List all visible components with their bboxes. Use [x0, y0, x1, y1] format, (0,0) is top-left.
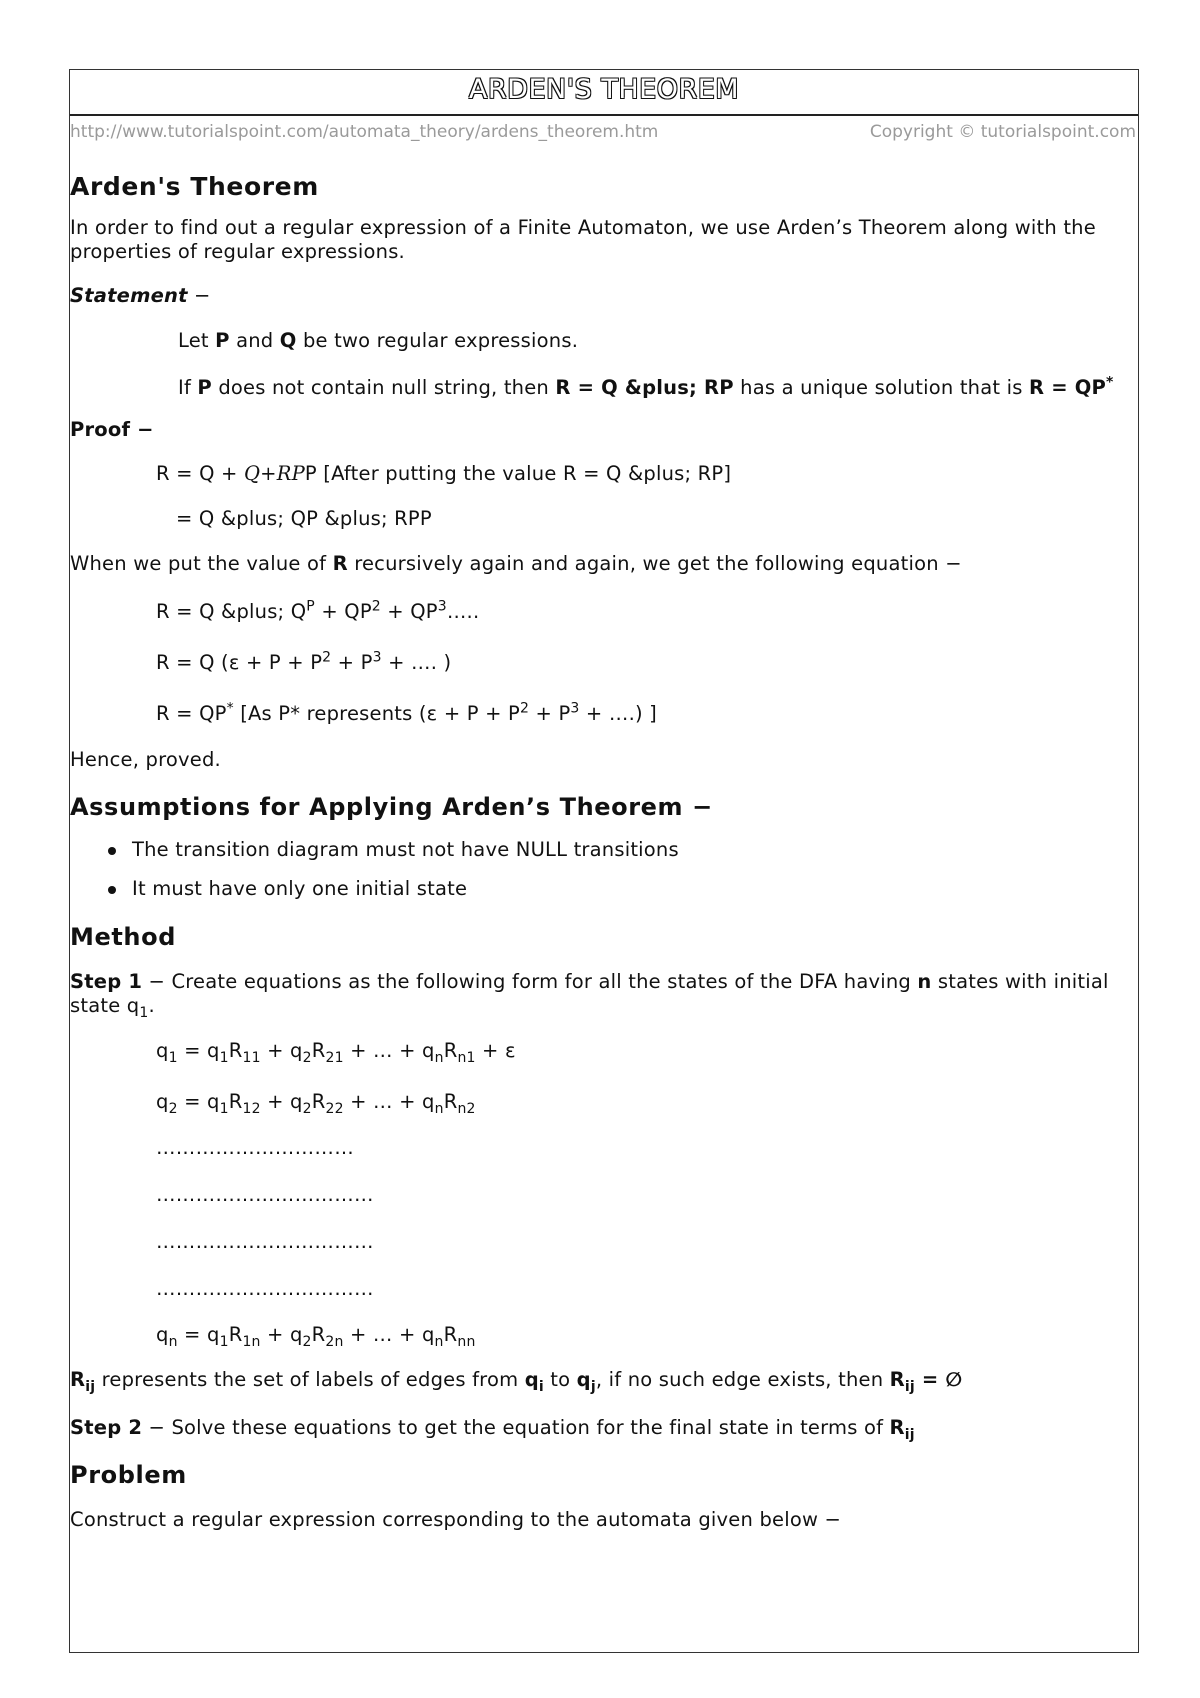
copyright-notice: Copyright © tutorialspoint.com	[869, 122, 1136, 142]
section-heading-assumptions: Assumptions for Applying Arden’s Theorem −	[70, 793, 713, 821]
proof-equation-2: R = Q ($\varepsilon + P + P^2 + P^3$ + …. )	[156, 649, 452, 674]
list-item: The transition diagram must not have NULL transitions	[70, 838, 1138, 862]
statement-label-line: Statement −	[70, 284, 211, 307]
equation-q2: $q_2 = q_1R_{12} + q_2R_{22}$ + … + $q_nR_{n2}$	[156, 1090, 476, 1117]
article-body	[70, 172, 1138, 1532]
assumptions-list	[70, 838, 1138, 901]
section-heading-method: Method	[70, 923, 176, 951]
section-heading-ardens-theorem: Arden's Theorem	[70, 172, 319, 201]
url-bar	[70, 122, 1138, 148]
source-url-link[interactable]: http://www.tutorialspoint.com/automata_theory/ardens_theorem.htm	[70, 122, 659, 142]
step-1-paragraph: Step 1 − Create equations as the following form for all the states of the DFA having n states with initial state $q_1$.	[70, 970, 1109, 1021]
proof-equation-1: R = Q &plus; $Q^P + QP^2$ + $QP^3\dots$..	[156, 598, 480, 623]
step-2-paragraph: Step 2 − Solve these equations to get the equation for the final state in terms of $R_{ij}$	[70, 1416, 915, 1443]
proof-conclusion: Hence, proved.	[70, 748, 221, 771]
proof-equation-3: R = QP* [As P* represents ($\varepsilon + P + P^2 + P^3$ + ….) ]	[156, 700, 657, 725]
proof-line-2: = Q &plus; QP &plus; RPP	[176, 507, 432, 530]
equation-q1: $q_1 = q_1R_{11} + q_2R_{21}$ + … + $q_nR_{n1} + \varepsilon$	[156, 1039, 516, 1066]
ellipsis-line: ……………………………	[156, 1183, 374, 1206]
ellipsis-line: ……………………………	[156, 1277, 374, 1300]
list-item: It must have only one initial state	[70, 877, 1138, 901]
section-heading-problem: Problem	[70, 1461, 187, 1489]
intro-paragraph: In order to find out a regular expression of a Finite Automaton, we use Arden’s Theorem along with the properties of regular expressions.	[70, 216, 1096, 263]
equation-qn: $q_n = q_1R_{1n} + q_2R_{2n}$ + … + $q_nR_{nn}$	[156, 1323, 476, 1350]
page-frame	[69, 69, 1139, 1653]
statement-line-2: If P does not contain null string, then R = Q &plus; RP has a unique solution that is R = QP*	[178, 374, 1114, 399]
proof-label: Proof −	[70, 418, 154, 441]
problem-text: Construct a regular expression corresponding to the automata given below −	[70, 1508, 842, 1531]
recursive-paragraph: When we put the value of R recursively again and again, we get the following equation −	[70, 552, 962, 575]
ellipsis-line: ……………………………	[156, 1230, 374, 1253]
ellipsis-line: …………………………	[156, 1136, 354, 1159]
statement-line-1: Let P and Q be two regular expressions.	[178, 329, 579, 352]
rij-definition: $R_{ij}$ represents the set of labels of edges from $q_i$ to $q_j$, if no such edge exists, then $R_{ij}$ = ∅	[70, 1368, 963, 1395]
page-title: ARDEN'S THEOREM	[70, 70, 1138, 116]
proof-line-1: R = Q + Q+RPP [After putting the value R = Q &plus; RP]	[156, 462, 732, 485]
statement-label: Statement	[70, 284, 188, 307]
